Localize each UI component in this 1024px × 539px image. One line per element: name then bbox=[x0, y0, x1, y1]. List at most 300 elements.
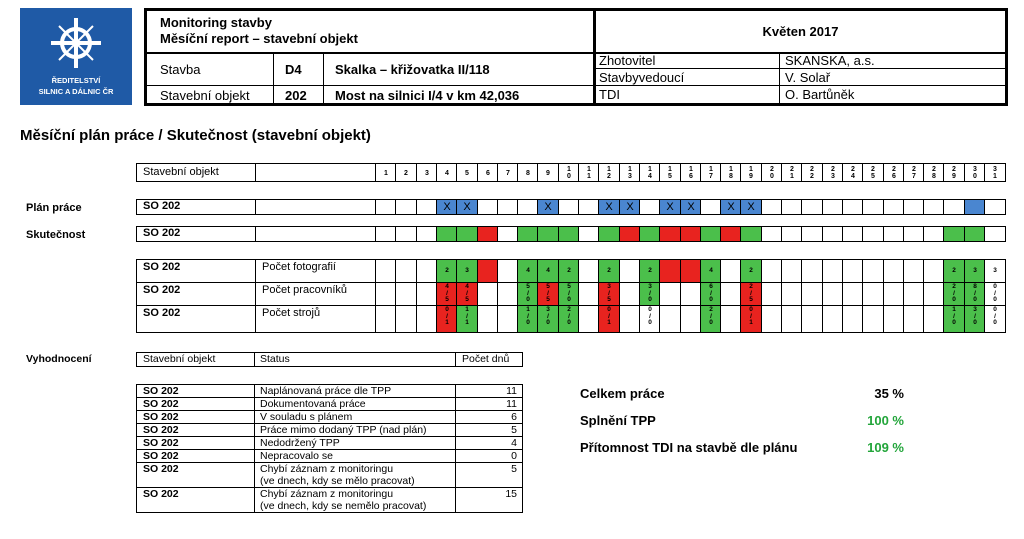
day-number: 1 0 bbox=[567, 166, 571, 180]
day-cell bbox=[456, 282, 478, 306]
detail-value: 2 bbox=[749, 267, 753, 274]
day-cell bbox=[639, 305, 661, 333]
day-cell bbox=[436, 163, 458, 182]
detail-value: 0 / 1 bbox=[607, 306, 611, 326]
detail-value: 4 / 5 bbox=[445, 283, 449, 303]
day-cell bbox=[578, 259, 600, 283]
day-cell bbox=[537, 163, 559, 182]
eval-status: Naplánovaná práce dle TPP bbox=[260, 385, 392, 397]
day-cell bbox=[395, 282, 417, 306]
day-cell bbox=[619, 305, 641, 333]
day-cell bbox=[436, 305, 458, 333]
fact-desc-cell bbox=[255, 226, 376, 242]
tdi-label: TDI bbox=[599, 87, 620, 102]
day-cell bbox=[822, 259, 844, 283]
grid-header-blank bbox=[255, 163, 376, 182]
detail-value: 5 / 0 bbox=[567, 283, 571, 303]
day-cell bbox=[619, 259, 641, 283]
day-cell bbox=[842, 259, 864, 283]
day-cell bbox=[558, 226, 580, 242]
day-cell bbox=[903, 199, 925, 215]
day-cell bbox=[740, 199, 762, 215]
rsd-logo bbox=[20, 8, 132, 105]
day-cell bbox=[375, 259, 397, 283]
day-number: 3 1 bbox=[993, 166, 997, 180]
day-number: 4 bbox=[445, 170, 449, 177]
day-cell bbox=[700, 199, 722, 215]
eval-days: 0 bbox=[511, 450, 517, 462]
plan-mark: X bbox=[666, 201, 674, 213]
eval-days: 11 bbox=[506, 398, 517, 410]
day-cell bbox=[903, 282, 925, 306]
day-cell bbox=[781, 199, 803, 215]
day-number: 1 6 bbox=[689, 166, 693, 180]
day-number: 5 bbox=[465, 170, 469, 177]
summary-label: Splnění TPP bbox=[580, 413, 656, 428]
detail-value: 8 / 0 bbox=[973, 283, 977, 303]
day-cell bbox=[517, 259, 539, 283]
detail-label: Počet pracovníků bbox=[262, 284, 347, 296]
day-number: 2 7 bbox=[912, 166, 916, 180]
day-cell bbox=[497, 226, 519, 242]
day-cell bbox=[801, 259, 823, 283]
day-number: 1 bbox=[384, 170, 388, 177]
eval-status: Chybí záznam z monitoringu bbox=[260, 488, 394, 500]
day-cell bbox=[578, 199, 600, 215]
day-cell bbox=[923, 226, 945, 242]
day-number: 1 4 bbox=[648, 166, 652, 180]
day-number: 2 8 bbox=[932, 166, 936, 180]
day-cell bbox=[883, 163, 905, 182]
day-cell bbox=[842, 226, 864, 242]
day-cell bbox=[680, 282, 702, 306]
day-cell bbox=[862, 226, 884, 242]
day-number: 1 5 bbox=[668, 166, 672, 180]
day-cell bbox=[964, 163, 986, 182]
fact-so: SO 202 bbox=[143, 227, 181, 239]
day-cell bbox=[984, 199, 1006, 215]
day-cell bbox=[416, 305, 438, 333]
detail-value: 0 / 1 bbox=[445, 306, 449, 326]
day-cell bbox=[740, 305, 762, 333]
eval-status: Dokumentovaná práce bbox=[260, 398, 366, 410]
day-cell bbox=[964, 259, 986, 283]
day-cell bbox=[659, 199, 681, 215]
day-cell bbox=[862, 305, 884, 333]
day-cell bbox=[395, 199, 417, 215]
day-cell bbox=[842, 163, 864, 182]
day-cell bbox=[761, 305, 783, 333]
plan-mark: X bbox=[443, 201, 451, 213]
day-cell bbox=[862, 163, 884, 182]
day-cell bbox=[517, 163, 539, 182]
day-cell bbox=[558, 259, 580, 283]
day-cell bbox=[720, 199, 742, 215]
plan-desc-cell bbox=[255, 199, 376, 215]
stavbyvedouci-value: V. Solař bbox=[785, 70, 831, 85]
eval-status-note: (ve dnech, kdy se nemělo pracovat) bbox=[260, 500, 427, 512]
day-cell bbox=[984, 226, 1006, 242]
day-cell bbox=[578, 305, 600, 333]
detail-value: 0 / 0 bbox=[993, 283, 997, 303]
day-cell bbox=[477, 163, 499, 182]
day-cell bbox=[639, 259, 661, 283]
day-cell bbox=[781, 226, 803, 242]
eval-col-days: Počet dnů bbox=[462, 353, 510, 365]
detail-value: 3 / 5 bbox=[607, 283, 611, 303]
detail-value: 4 / 5 bbox=[465, 283, 469, 303]
summary-label: Přítomnost TDI na stavbě dle plánu bbox=[580, 440, 798, 455]
day-cell bbox=[761, 163, 783, 182]
day-cell bbox=[558, 282, 580, 306]
zhotovitel-value: SKANSKA, a.s. bbox=[785, 53, 875, 68]
eval-status: Nepracovalo se bbox=[260, 450, 333, 462]
day-cell bbox=[598, 199, 620, 215]
eval-status: Chybí záznam z monitoringu bbox=[260, 463, 394, 475]
day-cell bbox=[375, 305, 397, 333]
eval-days: 5 bbox=[511, 463, 517, 475]
day-number: 2 9 bbox=[952, 166, 956, 180]
report-header bbox=[144, 8, 1008, 106]
day-cell bbox=[943, 282, 965, 306]
stavbyvedouci-label: Stavbyvedoucí bbox=[599, 70, 685, 85]
day-cell bbox=[923, 199, 945, 215]
plan-mark: X bbox=[605, 201, 613, 213]
day-cell bbox=[842, 282, 864, 306]
day-cell bbox=[700, 282, 722, 306]
day-cell bbox=[761, 259, 783, 283]
day-cell bbox=[598, 259, 620, 283]
report-period: Květen 2017 bbox=[762, 24, 839, 39]
day-cell bbox=[619, 226, 641, 242]
day-cell bbox=[456, 305, 478, 333]
detail-value: 4 bbox=[709, 267, 713, 274]
day-cell bbox=[395, 163, 417, 182]
logo-line1: ŘEDITELSTVÍ bbox=[51, 76, 101, 85]
detail-value: 0 / 0 bbox=[993, 306, 997, 326]
day-cell bbox=[964, 226, 986, 242]
day-cell bbox=[436, 282, 458, 306]
day-cell bbox=[943, 226, 965, 242]
day-cell bbox=[943, 259, 965, 283]
day-cell bbox=[984, 282, 1006, 306]
plan-so: SO 202 bbox=[143, 200, 181, 212]
stavba-code: D4 bbox=[285, 62, 302, 77]
grid-header-label: Stavební objekt bbox=[143, 166, 219, 178]
day-cell bbox=[761, 199, 783, 215]
day-cell bbox=[984, 163, 1006, 182]
summary-value: 35 % bbox=[874, 386, 904, 401]
objekt-code: 202 bbox=[285, 88, 307, 103]
detail-value: 2 / 0 bbox=[952, 283, 956, 303]
eval-status: V souladu s plánem bbox=[260, 411, 353, 423]
day-number: 7 bbox=[506, 170, 510, 177]
day-cell bbox=[598, 226, 620, 242]
detail-value: 1 / 1 bbox=[465, 306, 469, 326]
day-cell bbox=[375, 199, 397, 215]
day-cell bbox=[375, 226, 397, 242]
day-cell bbox=[700, 305, 722, 333]
detail-value: 3 / 0 bbox=[973, 306, 977, 326]
day-cell bbox=[720, 163, 742, 182]
day-cell bbox=[964, 199, 986, 215]
report-title: Monitoring stavby bbox=[160, 15, 272, 30]
day-cell bbox=[537, 282, 559, 306]
day-cell bbox=[395, 259, 417, 283]
day-cell bbox=[801, 163, 823, 182]
eval-so: SO 202 bbox=[143, 398, 179, 410]
summary-value: 109 % bbox=[867, 440, 904, 455]
day-cell bbox=[436, 259, 458, 283]
detail-value: 2 bbox=[445, 267, 449, 274]
report-subtitle: Měsíční report – stavební objekt bbox=[160, 31, 358, 46]
day-cell bbox=[883, 259, 905, 283]
day-cell bbox=[862, 199, 884, 215]
day-cell bbox=[619, 163, 641, 182]
day-cell bbox=[822, 305, 844, 333]
eval-col-objekt: Stavební objekt bbox=[143, 353, 216, 365]
day-cell bbox=[456, 199, 478, 215]
day-cell bbox=[943, 199, 965, 215]
detail-so: SO 202 bbox=[143, 261, 181, 273]
plan-mark: X bbox=[687, 201, 695, 213]
detail-value: 2 bbox=[567, 267, 571, 274]
day-cell bbox=[416, 282, 438, 306]
detail-value: 2 / 0 bbox=[567, 306, 571, 326]
detail-value: 3 / 0 bbox=[648, 283, 652, 303]
day-cell bbox=[619, 282, 641, 306]
plan-label: Plán práce bbox=[26, 202, 82, 214]
interchange-icon bbox=[51, 18, 101, 68]
day-cell bbox=[659, 163, 681, 182]
eval-status: Práce mimo dodaný TPP (nad plán) bbox=[260, 424, 427, 436]
day-cell bbox=[903, 259, 925, 283]
eval-so: SO 202 bbox=[143, 488, 179, 500]
eval-status-note: (ve dnech, kdy se mělo pracovat) bbox=[260, 475, 415, 487]
day-cell bbox=[375, 282, 397, 306]
day-cell bbox=[537, 305, 559, 333]
day-cell bbox=[781, 163, 803, 182]
eval-so: SO 202 bbox=[143, 424, 179, 436]
tdi-value: O. Bartůněk bbox=[785, 87, 855, 102]
day-cell bbox=[883, 305, 905, 333]
day-number: 2 5 bbox=[871, 166, 875, 180]
day-cell bbox=[822, 226, 844, 242]
detail-value: 2 bbox=[607, 267, 611, 274]
day-cell bbox=[416, 259, 438, 283]
day-cell bbox=[781, 305, 803, 333]
day-cell bbox=[395, 305, 417, 333]
day-cell bbox=[375, 163, 397, 182]
day-cell bbox=[943, 163, 965, 182]
day-cell bbox=[578, 282, 600, 306]
detail-value: 6 / 0 bbox=[709, 283, 713, 303]
day-number: 2 bbox=[404, 170, 408, 177]
day-cell bbox=[416, 199, 438, 215]
day-cell bbox=[822, 199, 844, 215]
day-number: 1 1 bbox=[587, 166, 591, 180]
day-number: 8 bbox=[526, 170, 530, 177]
day-cell bbox=[537, 199, 559, 215]
day-cell bbox=[984, 259, 1006, 283]
day-cell bbox=[964, 282, 986, 306]
day-cell bbox=[639, 282, 661, 306]
day-cell bbox=[517, 226, 539, 242]
day-cell bbox=[578, 163, 600, 182]
fact-label: Skutečnost bbox=[26, 229, 86, 241]
day-cell bbox=[923, 163, 945, 182]
day-cell bbox=[822, 282, 844, 306]
day-cell bbox=[781, 259, 803, 283]
day-cell bbox=[456, 163, 478, 182]
detail-value: 1 / 0 bbox=[952, 306, 956, 326]
day-cell bbox=[862, 282, 884, 306]
eval-days: 11 bbox=[506, 385, 517, 397]
day-cell bbox=[862, 259, 884, 283]
day-cell bbox=[720, 226, 742, 242]
detail-value: 2 bbox=[648, 267, 652, 274]
day-cell bbox=[903, 305, 925, 333]
summary-label: Celkem práce bbox=[580, 386, 665, 401]
day-number: 2 4 bbox=[851, 166, 855, 180]
day-cell bbox=[700, 259, 722, 283]
day-cell bbox=[883, 199, 905, 215]
plan-mark: X bbox=[626, 201, 634, 213]
eval-so: SO 202 bbox=[143, 437, 179, 449]
day-cell bbox=[537, 259, 559, 283]
plan-mark: X bbox=[544, 201, 552, 213]
detail-value: 2 / 0 bbox=[709, 306, 713, 326]
plan-mark: X bbox=[727, 201, 735, 213]
day-cell bbox=[517, 199, 539, 215]
day-cell bbox=[517, 305, 539, 333]
detail-label: Počet fotografií bbox=[262, 261, 336, 273]
day-cell bbox=[537, 226, 559, 242]
day-cell bbox=[923, 305, 945, 333]
day-cell bbox=[395, 226, 417, 242]
day-cell bbox=[497, 199, 519, 215]
eval-days: 5 bbox=[511, 424, 517, 436]
eval-so: SO 202 bbox=[143, 411, 179, 423]
day-cell bbox=[822, 163, 844, 182]
day-cell bbox=[598, 305, 620, 333]
eval-days: 6 bbox=[511, 411, 517, 423]
eval-so: SO 202 bbox=[143, 385, 179, 397]
day-cell bbox=[497, 163, 519, 182]
detail-value: 2 bbox=[952, 267, 956, 274]
day-cell bbox=[558, 199, 580, 215]
day-cell bbox=[477, 259, 499, 283]
day-cell bbox=[801, 282, 823, 306]
day-cell bbox=[781, 282, 803, 306]
day-cell bbox=[680, 305, 702, 333]
day-cell bbox=[680, 163, 702, 182]
day-number: 9 bbox=[546, 170, 550, 177]
eval-label: Vyhodnocení bbox=[26, 353, 92, 365]
day-cell bbox=[456, 259, 478, 283]
detail-value: 5 / 0 bbox=[526, 283, 530, 303]
day-cell bbox=[720, 282, 742, 306]
day-cell bbox=[659, 226, 681, 242]
detail-so: SO 202 bbox=[143, 307, 181, 319]
day-cell bbox=[477, 199, 499, 215]
day-cell bbox=[964, 305, 986, 333]
day-cell bbox=[436, 226, 458, 242]
detail-label: Počet strojů bbox=[262, 307, 321, 319]
day-cell bbox=[740, 163, 762, 182]
zhotovitel-label: Zhotovitel bbox=[599, 53, 656, 68]
day-cell bbox=[984, 305, 1006, 333]
detail-value: 5 / 5 bbox=[546, 283, 550, 303]
day-cell bbox=[436, 199, 458, 215]
day-cell bbox=[903, 163, 925, 182]
day-cell bbox=[416, 226, 438, 242]
day-cell bbox=[639, 163, 661, 182]
day-cell bbox=[842, 199, 864, 215]
day-cell bbox=[801, 199, 823, 215]
eval-col-status: Status bbox=[260, 353, 290, 365]
detail-value: 3 bbox=[993, 267, 997, 274]
day-cell bbox=[842, 305, 864, 333]
stavba-label: Stavba bbox=[160, 62, 201, 77]
day-cell bbox=[578, 226, 600, 242]
day-cell bbox=[558, 305, 580, 333]
day-cell bbox=[639, 199, 661, 215]
detail-value: 3 / 0 bbox=[546, 306, 550, 326]
eval-so: SO 202 bbox=[143, 450, 179, 462]
plan-mark: X bbox=[463, 201, 471, 213]
detail-value: 1 / 0 bbox=[526, 306, 530, 326]
day-cell bbox=[923, 282, 945, 306]
detail-value: 4 bbox=[526, 267, 530, 274]
summary-value: 100 % bbox=[867, 413, 904, 428]
day-cell bbox=[517, 282, 539, 306]
objekt-name: Most na silnici I/4 v km 42,036 bbox=[335, 88, 520, 103]
day-number: 2 0 bbox=[770, 166, 774, 180]
eval-days: 15 bbox=[505, 488, 517, 500]
section-title: Měsíční plán práce / Skutečnost (stavební objekt) bbox=[20, 127, 371, 144]
day-cell bbox=[497, 305, 519, 333]
day-cell bbox=[720, 259, 742, 283]
detail-value: 0 / 1 bbox=[749, 306, 753, 326]
eval-so: SO 202 bbox=[143, 463, 179, 475]
day-cell bbox=[497, 282, 519, 306]
day-cell bbox=[639, 226, 661, 242]
day-cell bbox=[700, 226, 722, 242]
day-number: 1 8 bbox=[729, 166, 733, 180]
day-cell bbox=[801, 305, 823, 333]
day-number: 6 bbox=[486, 170, 490, 177]
day-number: 2 3 bbox=[831, 166, 835, 180]
day-number: 2 1 bbox=[790, 166, 794, 180]
day-number: 1 2 bbox=[607, 166, 611, 180]
detail-value: 2 / 5 bbox=[749, 283, 753, 303]
day-cell bbox=[720, 305, 742, 333]
day-number: 2 2 bbox=[810, 166, 814, 180]
day-cell bbox=[558, 163, 580, 182]
day-number: 1 3 bbox=[628, 166, 632, 180]
detail-so: SO 202 bbox=[143, 284, 181, 296]
day-cell bbox=[619, 199, 641, 215]
day-cell bbox=[659, 259, 681, 283]
eval-status: Nedodržený TPP bbox=[260, 437, 340, 449]
logo-line2: SILNIC A DÁLNIC ČR bbox=[38, 87, 114, 96]
day-cell bbox=[680, 199, 702, 215]
day-cell bbox=[883, 282, 905, 306]
day-cell bbox=[598, 282, 620, 306]
day-cell bbox=[416, 163, 438, 182]
plan-mark: X bbox=[747, 201, 755, 213]
